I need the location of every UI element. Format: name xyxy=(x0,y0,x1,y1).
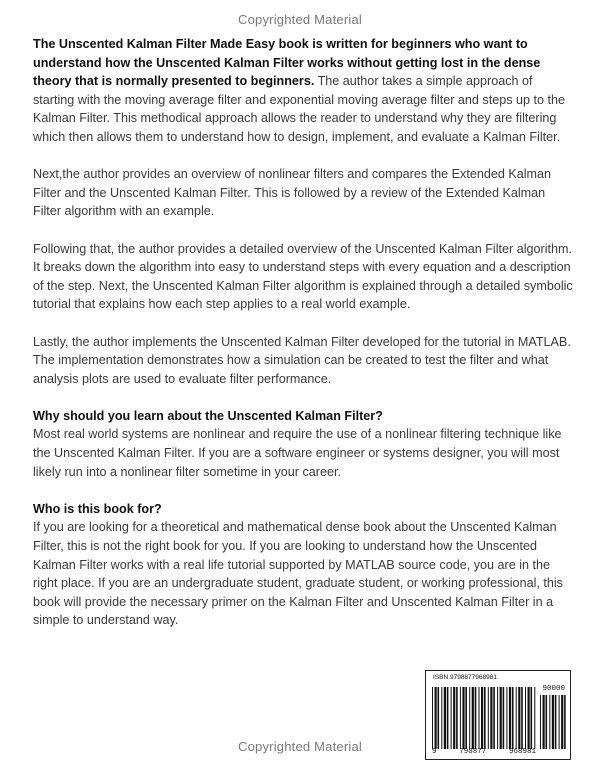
intro-paragraph xyxy=(33,35,573,147)
barcode-digits-left: 798877 xyxy=(459,748,487,756)
intro-text: The author takes a simple approach of starting with the moving average filter and exponential moving average filter and steps up to the Kalman Filter. This methodical approach allows the reader to understand why they are filtering which then allows them to understand how to design, implement, and evaluate a Kalman Filter. xyxy=(33,74,566,144)
copyright-watermark-top: Copyrighted Material xyxy=(238,12,362,27)
copyright-watermark-bottom: Copyrighted Material xyxy=(238,739,362,754)
barcode-digit-prefix: 9 xyxy=(432,748,437,756)
why-section xyxy=(33,407,573,481)
why-heading: Why should you learn about the Unscented Kalman Filter? xyxy=(33,408,383,423)
who-heading: Who is this book for? xyxy=(33,501,162,516)
isbn-label: ISBN 9798877968981 xyxy=(433,674,497,681)
nonlinear-overview-paragraph: Next,the author provides an overview of nonlinear filters and compares the Extended Kalman Filter and the Unscented Kalman Filter. This is followed by a review of the Extended Kalman Filter algorithm with an example. xyxy=(33,167,552,219)
who-text: If you are looking for a theoretical and mathematical dense book about the Unscented Kalman Filter, this is not the right book for you. If you are looking to understand how the Unscented Kalman Filter works with a real life tutorial supported by MATLAB source code, you are in the right place. If you are an undergraduate student, graduate student, or working professional, this book will provide the necessary primer on the Kalman Filter and Unscented Kalman Filter in a simple to understand way. xyxy=(33,520,563,628)
book-description xyxy=(33,35,573,649)
who-section xyxy=(33,500,573,630)
ukf-algorithm-paragraph: Following that, the author provides a detailed overview of the Unscented Kalman Filter algorithm. It breaks down the algorithm into easy to understand steps with every equation and a description of the step. Next, the Unscented Kalman Filter algorithm is explained through a detailed symbolic tutorial that explains how each step applies to a real world example. xyxy=(33,241,573,312)
price-code: 90000 xyxy=(542,685,565,693)
matlab-paragraph: Lastly, the author implements the Unscented Kalman Filter developed for the tutorial in MATLAB. The implementation demonstrates how a simulation can be created to test the filter and what analysis plots are used to evaluate filter performance. xyxy=(33,334,571,386)
intro-bold-text: The Unscented Kalman Filter Made Easy book is written for beginners who want to understand how the Unscented Kalman Filter works without getting lost in the dense theory that is normally presented to beginners. xyxy=(33,37,541,89)
why-text: Most real world systems are nonlinear and require the use of a nonlinear filtering technique like the Unscented Kalman Filter. If you are a software engineer or systems designer, you will most likely run into a nonlinear filter sometime in your career. xyxy=(33,427,562,479)
barcode-digits-right: 968981 xyxy=(508,748,536,756)
